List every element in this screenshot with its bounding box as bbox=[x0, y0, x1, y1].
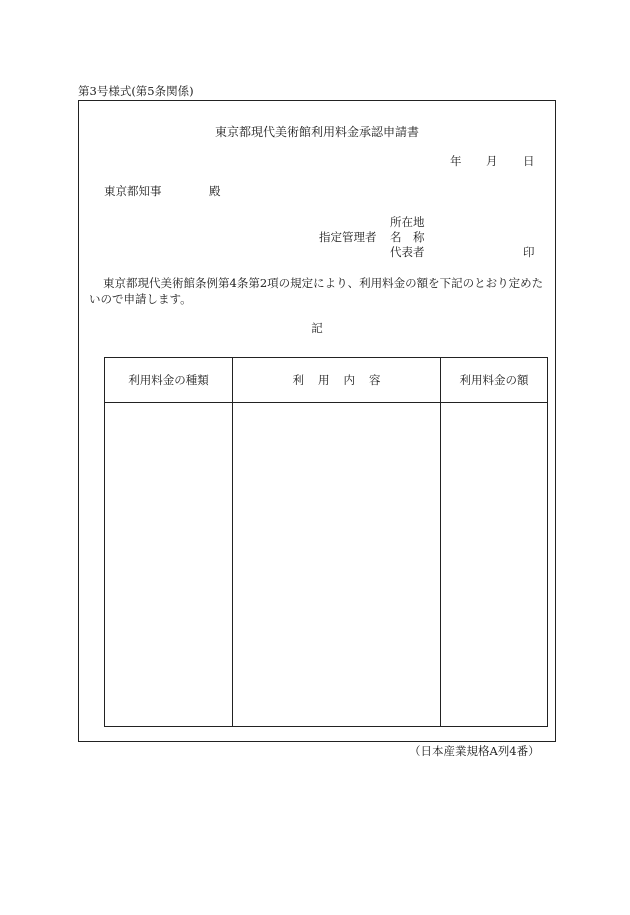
addressee-honorific: 殿 bbox=[209, 184, 221, 198]
fee-table bbox=[104, 357, 548, 727]
header-fee-type: 利用料金の種類 bbox=[105, 358, 233, 403]
date-year: 年 bbox=[450, 154, 462, 168]
applicant-role: 指定管理者 bbox=[319, 230, 377, 244]
table-row bbox=[105, 403, 548, 727]
footer-note: （日本産業規格A列4番） bbox=[409, 744, 540, 758]
address-label: 所在地 bbox=[390, 215, 425, 229]
cell-fee-amount[interactable] bbox=[441, 403, 548, 727]
form-title: 東京都現代美術館利用料金承認申請書 bbox=[214, 125, 419, 139]
ki-heading: 記 bbox=[311, 321, 323, 335]
table-header-row bbox=[105, 358, 548, 403]
seal-mark: 印 bbox=[523, 245, 535, 259]
addressee-name: 東京都知事 bbox=[104, 184, 162, 198]
date-month: 月 bbox=[486, 154, 498, 168]
name-label: 名 称 bbox=[390, 230, 425, 244]
representative-label: 代表者 bbox=[390, 245, 425, 259]
form-frame bbox=[78, 100, 556, 742]
header-fee-amount: 利用料金の額 bbox=[441, 358, 548, 403]
cell-usage-content[interactable] bbox=[233, 403, 441, 727]
cell-fee-type[interactable] bbox=[105, 403, 233, 727]
header-usage-content: 利用内容 bbox=[233, 358, 441, 403]
body-text-content: 東京都現代美術館条例第4条第2項の規定により、利用料金の額を下記のとおり定めたいので申請します。 bbox=[89, 276, 544, 306]
form-number: 第3号様式(第5条関係) bbox=[78, 84, 194, 98]
date-day: 日 bbox=[523, 154, 535, 168]
application-body-text bbox=[89, 275, 547, 307]
